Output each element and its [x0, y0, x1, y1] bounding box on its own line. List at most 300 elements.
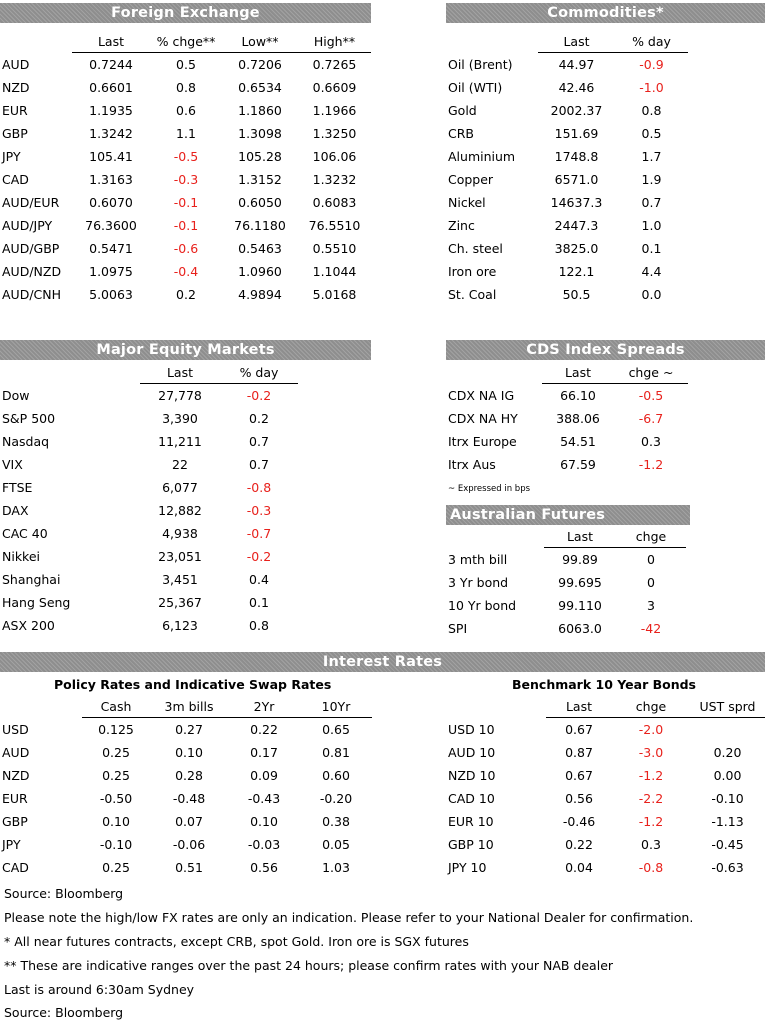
policy-row	[0, 833, 372, 856]
policy-row-cash: 0.25	[102, 768, 130, 783]
futures-table	[446, 525, 686, 640]
commodity-row-last: 1748.8	[554, 149, 599, 164]
policy-row	[0, 764, 372, 787]
equity-row-last: 4,938	[162, 526, 198, 541]
bench-row-chg: -1.2	[638, 768, 664, 783]
cds-row-chg: 0.3	[641, 434, 661, 449]
commodity-row-chg: 0.7	[641, 195, 662, 210]
policy-row-name: NZD	[2, 768, 30, 783]
bench-row-last: 0.22	[565, 837, 593, 852]
bench-row-chg: -0.8	[638, 860, 664, 875]
bench-row-name: GBP 10	[448, 837, 494, 852]
commodity-row-chg: 0.5	[641, 126, 662, 141]
bench-row-chg: -3.0	[638, 745, 664, 760]
cds-col-chge: chge ~	[614, 361, 688, 384]
fx-row-name: JPY	[2, 149, 21, 164]
policy-row-y10: 0.65	[322, 722, 350, 737]
fx-row-chg: 0.2	[176, 287, 196, 302]
policy-row	[0, 787, 372, 810]
bench-row	[446, 764, 765, 787]
bench-row-name: CAD 10	[448, 791, 495, 806]
equity-row	[0, 453, 298, 476]
policy-row-y10: 0.60	[322, 768, 350, 783]
policy-row-cash: 0.25	[102, 745, 130, 760]
commodity-row-name: Nickel	[448, 195, 486, 210]
fx-row	[0, 99, 371, 122]
equity-row	[0, 568, 298, 591]
fx-row-low: 0.7206	[238, 57, 282, 72]
fx-header: Foreign Exchange	[0, 3, 371, 23]
commodity-row-last: 2002.37	[550, 103, 603, 118]
commodity-row	[446, 145, 688, 168]
bench-col-chge: chge	[612, 695, 690, 718]
futures-row-chg: 3	[647, 598, 655, 613]
fx-col-blank	[0, 30, 72, 53]
futures-header: Australian Futures	[446, 505, 690, 525]
fx-row-chg: -0.1	[173, 218, 199, 233]
note-source-2: Source: Bloomberg	[4, 1005, 124, 1020]
fx-row	[0, 122, 371, 145]
policy-row-bills: 0.07	[175, 814, 203, 829]
fx-row-last: 0.5471	[89, 241, 133, 256]
bench-row-last: 0.87	[565, 745, 593, 760]
fx-row-last: 1.3242	[89, 126, 133, 141]
futures-row-chg: -42	[640, 621, 662, 636]
equity-row-last: 6,123	[162, 618, 198, 633]
note-ranges: ** These are indicative ranges over the past 24 hours; please confirm rates with your NAB dealer	[4, 958, 614, 973]
commodity-row-last: 42.46	[558, 80, 595, 95]
policy-row-cash: 0.125	[98, 722, 134, 737]
equity-row-last: 3,451	[162, 572, 198, 587]
equity-row-name: Nasdaq	[2, 434, 50, 449]
fx-row-high: 0.6609	[312, 80, 357, 95]
cds-row-name: Itrx Europe	[448, 434, 517, 449]
bench-bonds-table	[446, 695, 765, 879]
fx-row-high: 0.7265	[312, 57, 357, 72]
futures-row-last: 6063.0	[558, 621, 602, 636]
fx-row-name: AUD/JPY	[2, 218, 53, 233]
fx-row-high: 76.5510	[308, 218, 361, 233]
equity-row	[0, 545, 298, 568]
commodity-row-last: 6571.0	[554, 172, 599, 187]
fx-row-low: 76.1180	[234, 218, 286, 233]
equity-row	[0, 407, 298, 430]
commodities-table	[446, 30, 688, 306]
policy-row-name: JPY	[2, 837, 21, 852]
policy-row-name: EUR	[2, 791, 28, 806]
fx-row-last: 1.3163	[89, 172, 133, 187]
commodity-row-name: CRB	[448, 126, 474, 141]
equity-row-chg: 0.8	[249, 618, 269, 633]
equity-row-last: 3,390	[162, 411, 198, 426]
policy-col-cash: Cash	[82, 695, 150, 718]
bench-row	[446, 741, 765, 764]
commodity-row-name: Zinc	[448, 218, 475, 233]
equity-row-name: Shanghai	[2, 572, 61, 587]
equity-row-last: 6,077	[162, 480, 198, 495]
fx-row	[0, 214, 371, 237]
policy-row-y2: 0.10	[250, 814, 278, 829]
equity-row-name: Hang Seng	[2, 595, 71, 610]
rates-header: Interest Rates	[0, 652, 765, 672]
fx-row-chg: 1.1	[176, 126, 196, 141]
commodity-row	[446, 191, 688, 214]
commodities-col-day: % day	[615, 30, 688, 53]
equity-header: Major Equity Markets	[0, 340, 371, 360]
fx-row-last: 1.1935	[89, 103, 133, 118]
bench-row	[446, 718, 765, 742]
futures-row-last: 99.110	[558, 598, 602, 613]
fx-row	[0, 53, 371, 77]
equity-row-name: FTSE	[2, 480, 33, 495]
policy-row-bills: 0.10	[175, 745, 203, 760]
equity-row-name: ASX 200	[2, 618, 55, 633]
bench-row-sprd: -0.63	[711, 860, 744, 875]
equity-row	[0, 476, 298, 499]
commodity-row-name: St. Coal	[448, 287, 497, 302]
fx-row-chg: -0.4	[173, 264, 199, 279]
equity-row-chg: 0.7	[249, 434, 269, 449]
fx-row	[0, 191, 371, 214]
commodities-col-last: Last	[538, 30, 615, 53]
equity-row-chg: -0.8	[246, 480, 272, 495]
fx-row-last: 0.7244	[89, 57, 133, 72]
fx-col-last: Last	[72, 30, 150, 53]
cds-row-last: 67.59	[560, 457, 596, 472]
policy-row-y2: 0.22	[250, 722, 278, 737]
policy-row-name: GBP	[2, 814, 28, 829]
futures-row	[446, 548, 686, 572]
cds-row	[446, 384, 688, 408]
commodities-header: Commodities*	[446, 3, 765, 23]
fx-row-high: 1.3250	[312, 126, 357, 141]
cds-row-last: 388.06	[556, 411, 600, 426]
equity-row-chg: 0.1	[249, 595, 269, 610]
commodity-row	[446, 122, 688, 145]
bench-row-chg: -1.2	[638, 814, 664, 829]
policy-row-cash: -0.10	[99, 837, 133, 852]
cds-row-name: CDX NA IG	[448, 387, 515, 403]
equity-row	[0, 591, 298, 614]
policy-col-blank	[0, 695, 82, 718]
equity-row-name: S&P 500	[2, 411, 56, 426]
bench-row-sprd: -0.45	[711, 837, 744, 852]
cds-table	[446, 361, 688, 476]
note-time: Last is around 6:30am Sydney	[4, 982, 195, 997]
fx-row-name: AUD/CNH	[2, 287, 62, 302]
bench-row-chg: -2.2	[638, 791, 664, 806]
policy-row-cash: -0.50	[99, 791, 133, 806]
commodity-row-last: 50.5	[562, 287, 591, 302]
bench-row-sprd: 0.00	[713, 768, 742, 783]
fx-row-low: 1.0960	[238, 264, 282, 279]
equity-row-name: Nikkei	[2, 549, 41, 564]
futures-row-name: 10 Yr bond	[448, 598, 517, 613]
futures-row-name: 3 Yr bond	[448, 575, 509, 590]
fx-row-high: 0.5510	[312, 241, 357, 256]
equity-row-name: CAC 40	[2, 526, 48, 541]
fx-row-last: 1.0975	[89, 264, 133, 279]
bench-row-name: EUR 10	[448, 814, 494, 829]
futures-row-name: 3 mth bill	[448, 551, 508, 567]
policy-row-y2: 0.17	[250, 745, 278, 760]
fx-row-low: 105.28	[238, 149, 282, 164]
note-fx-disclaimer: Please note the high/low FX rates are only an indication. Please refer to your National Dealer for confirmation.	[4, 910, 694, 925]
fx-table	[0, 30, 371, 306]
cds-row-last: 54.51	[560, 434, 596, 449]
bench-col-blank	[446, 695, 546, 718]
bench-row	[446, 810, 765, 833]
futures-col-blank	[446, 525, 544, 548]
equity-row-last: 12,882	[158, 503, 202, 518]
cds-row-chg: -1.2	[638, 457, 664, 472]
fx-row-low: 1.3152	[238, 172, 282, 187]
bench-row-chg: -2.0	[638, 722, 664, 737]
cds-footnote: ~ Expressed in bps	[448, 484, 531, 494]
policy-row-name: CAD	[2, 860, 29, 875]
bench-row-last: 0.67	[565, 722, 593, 737]
bench-row-name: USD 10	[448, 721, 495, 737]
futures-row	[446, 594, 686, 617]
policy-row-y10: -0.20	[319, 791, 353, 806]
policy-row-name: AUD	[2, 745, 30, 760]
equity-row-name: Dow	[2, 387, 30, 403]
fx-row-low: 1.3098	[238, 126, 282, 141]
commodity-row-chg: 1.9	[641, 172, 662, 187]
cds-header: CDS Index Spreads	[446, 340, 765, 360]
futures-row-last: 99.695	[558, 575, 602, 590]
equity-table	[0, 361, 298, 637]
fx-row	[0, 76, 371, 99]
fx-row	[0, 283, 371, 306]
equity-row	[0, 614, 298, 637]
fx-row	[0, 237, 371, 260]
policy-col-2yr: 2Yr	[228, 695, 300, 718]
commodity-row-chg: 0.0	[641, 287, 662, 302]
bench-row-sprd: -0.10	[711, 791, 744, 806]
equity-row	[0, 522, 298, 545]
policy-row-bills: -0.06	[172, 837, 206, 852]
commodity-row-name: Iron ore	[448, 264, 497, 279]
cds-row	[446, 407, 688, 430]
fx-row-high: 1.3232	[312, 172, 357, 187]
equity-row-chg: 0.4	[249, 572, 269, 587]
policy-row-cash: 0.25	[102, 860, 130, 875]
fx-row-name: AUD/NZD	[2, 264, 62, 279]
policy-row-y2: -0.03	[247, 837, 281, 852]
bench-row-sprd	[690, 718, 765, 742]
equity-col-blank	[0, 361, 140, 384]
bench-col-sprd: UST sprd	[690, 695, 765, 718]
commodity-row	[446, 237, 688, 260]
futures-row-chg: 0	[647, 575, 655, 590]
fx-row-name: EUR	[2, 103, 28, 118]
policy-row-y10: 1.03	[322, 860, 350, 875]
bench-row	[446, 856, 765, 879]
policy-row	[0, 810, 372, 833]
fx-row-last: 0.6601	[89, 80, 133, 95]
commodity-row-chg: -0.9	[639, 57, 664, 72]
fx-row-name: AUD/GBP	[2, 241, 60, 256]
futures-row-chg: 0	[647, 552, 655, 567]
fx-row-last: 105.41	[89, 149, 133, 164]
fx-row-high: 5.0168	[312, 287, 357, 302]
policy-row-y10: 0.81	[322, 745, 350, 760]
equity-col-last: Last	[140, 361, 220, 384]
commodity-row	[446, 260, 688, 283]
equity-row-chg: -0.7	[246, 526, 272, 541]
equity-row-name: DAX	[2, 503, 29, 518]
commodity-row-chg: -1.0	[639, 80, 664, 95]
fx-row-high: 106.06	[312, 149, 357, 164]
bench-row-name: NZD 10	[448, 768, 496, 783]
fx-row-chg: -0.3	[173, 172, 199, 187]
fx-row-high: 1.1966	[312, 103, 357, 118]
cds-row-chg: -6.7	[638, 411, 664, 426]
commodity-row	[446, 214, 688, 237]
fx-row-name: CAD	[2, 172, 29, 187]
cds-row-name: Itrx Aus	[448, 457, 496, 472]
bench-row-chg: 0.3	[641, 837, 661, 852]
equity-row-chg: 0.2	[249, 411, 269, 426]
futures-col-last: Last	[544, 525, 616, 548]
cds-col-blank	[446, 361, 542, 384]
fx-row-chg: 0.8	[176, 80, 196, 95]
policy-row	[0, 718, 372, 742]
equity-row	[0, 499, 298, 522]
commodity-row-chg: 1.0	[641, 218, 662, 233]
bench-row	[446, 833, 765, 856]
commodity-row-last: 3825.0	[554, 241, 599, 256]
fx-row-chg: -0.6	[173, 241, 199, 256]
note-futures: * All near futures contracts, except CRB, spot Gold. Iron ore is SGX futures	[4, 934, 469, 949]
bench-row-last: -0.46	[562, 814, 596, 829]
fx-row-chg: -0.1	[173, 195, 199, 210]
policy-row	[0, 741, 372, 764]
equity-row-chg: -0.2	[246, 549, 272, 564]
commodity-row-chg: 1.7	[641, 149, 662, 164]
futures-col-chge: chge	[616, 525, 686, 548]
bench-col-last: Last	[546, 695, 612, 718]
fx-row-high: 1.1044	[312, 264, 357, 279]
fx-row-name: AUD/EUR	[2, 195, 60, 210]
policy-row-bills: -0.48	[172, 791, 206, 806]
commodity-row-name: Oil (WTI)	[448, 80, 503, 95]
fx-row-chg: 0.5	[176, 57, 196, 72]
policy-row	[0, 856, 372, 879]
fx-col-high: High**	[298, 30, 371, 53]
equity-row	[0, 384, 298, 408]
cds-row-last: 66.10	[560, 388, 596, 403]
policy-row-y2: -0.43	[247, 791, 281, 806]
policy-row-bills: 0.51	[175, 860, 203, 875]
equity-row-last: 25,367	[158, 595, 202, 610]
equity-row-last: 23,051	[158, 549, 202, 564]
commodity-row	[446, 283, 688, 306]
commodity-row-chg: 0.8	[641, 103, 662, 118]
policy-row-y10: 0.38	[322, 814, 350, 829]
commodity-row-last: 44.97	[558, 57, 595, 72]
futures-row	[446, 571, 686, 594]
commodity-row	[446, 99, 688, 122]
fx-row	[0, 168, 371, 191]
bench-bonds-title: Benchmark 10 Year Bonds	[512, 677, 696, 692]
policy-col-3m: 3m bills	[150, 695, 228, 718]
equity-row-chg: -0.3	[246, 503, 272, 518]
note-source-1: Source: Bloomberg	[4, 886, 124, 901]
fx-row-chg: 0.6	[176, 103, 196, 118]
commodity-row	[446, 53, 688, 77]
commodities-col-blank	[446, 30, 538, 53]
commodity-row-last: 151.69	[554, 126, 599, 141]
policy-row-name: USD	[2, 721, 29, 737]
bench-row-last: 0.56	[565, 791, 593, 806]
policy-row-y10: 0.05	[322, 837, 350, 852]
fx-row-name: AUD	[2, 56, 30, 72]
bench-row-sprd: 0.20	[713, 745, 742, 760]
equity-row-last: 11,211	[158, 434, 202, 449]
fx-row-name: GBP	[2, 126, 28, 141]
futures-row-name: SPI	[448, 621, 468, 636]
cds-row	[446, 453, 688, 476]
fx-row	[0, 260, 371, 283]
bench-row	[446, 787, 765, 810]
policy-rates-table	[0, 695, 372, 879]
fx-row-high: 0.6083	[312, 195, 357, 210]
bench-row-last: 0.67	[565, 768, 593, 783]
bench-row-last: 0.04	[565, 860, 593, 875]
commodity-row-last: 14637.3	[550, 195, 603, 210]
policy-row-cash: 0.10	[102, 814, 130, 829]
commodity-row-name: Gold	[448, 103, 477, 118]
fx-col-chge: % chge**	[150, 30, 222, 53]
equity-row	[0, 430, 298, 453]
fx-col-low: Low**	[222, 30, 298, 53]
bench-row-name: AUD 10	[448, 745, 496, 760]
commodity-row	[446, 168, 688, 191]
fx-row-name: NZD	[2, 80, 30, 95]
cds-row-name: CDX NA HY	[448, 411, 518, 426]
equity-row-name: VIX	[2, 457, 23, 472]
cds-row	[446, 430, 688, 453]
policy-row-y2: 0.56	[250, 860, 278, 875]
bench-row-sprd: -1.13	[711, 814, 744, 829]
equity-row-last: 22	[172, 457, 188, 472]
commodity-row-last: 2447.3	[554, 218, 599, 233]
policy-row-bills: 0.28	[175, 768, 203, 783]
equity-row-chg: 0.7	[249, 457, 269, 472]
policy-row-y2: 0.09	[250, 768, 278, 783]
commodity-row-name: Oil (Brent)	[448, 56, 513, 72]
commodity-row-chg: 0.1	[641, 241, 662, 256]
fx-row-last: 76.3600	[85, 218, 137, 233]
commodity-row-name: Aluminium	[448, 149, 516, 164]
policy-col-10yr: 10Yr	[300, 695, 372, 718]
policy-rates-title: Policy Rates and Indicative Swap Rates	[54, 677, 332, 692]
commodity-row-name: Ch. steel	[448, 241, 503, 256]
futures-row-last: 99.89	[562, 552, 598, 567]
fx-row-last: 5.0063	[89, 287, 133, 302]
cds-row-chg: -0.5	[638, 388, 664, 403]
equity-row-last: 27,778	[158, 388, 202, 403]
futures-row	[446, 617, 686, 640]
fx-row-low: 4.9894	[238, 287, 282, 302]
equity-col-day: % day	[220, 361, 298, 384]
bench-row-name: JPY 10	[448, 860, 487, 875]
policy-row-bills: 0.27	[175, 722, 203, 737]
cds-col-last: Last	[542, 361, 614, 384]
fx-row	[0, 145, 371, 168]
